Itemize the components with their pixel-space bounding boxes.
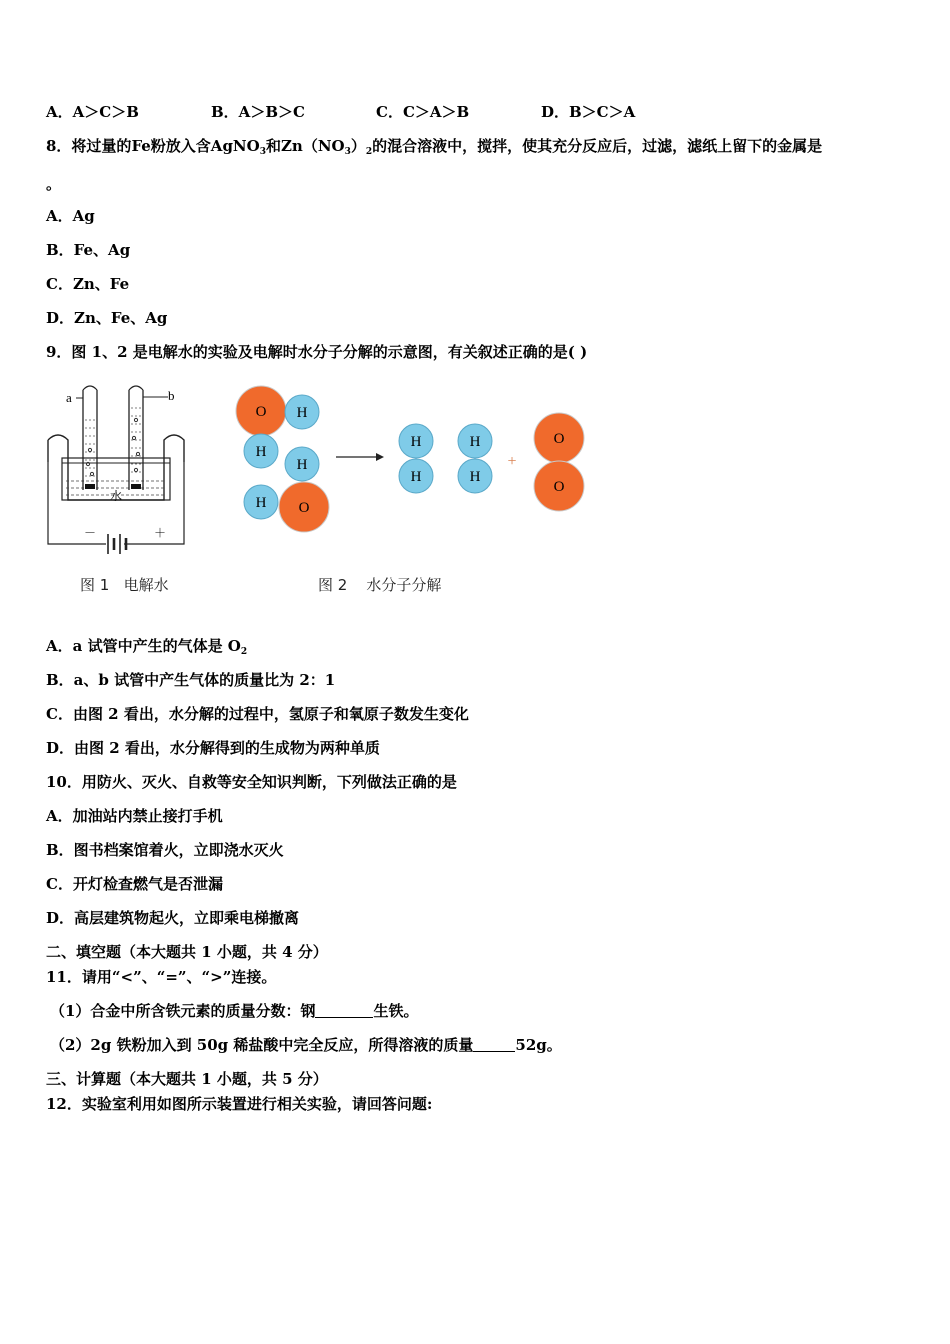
q9-option-d: D．由图 2 看出，水分解得到的生成物为两种单质 (46, 739, 380, 757)
q8-subscript: 3 (259, 147, 266, 157)
q11-part2-tail: 52g。 (515, 1036, 562, 1054)
q11-part1-tail: 生铁。 (373, 1002, 419, 1020)
negative-terminal-label: － (84, 526, 97, 540)
q9-option-a-subscript: 2 (240, 647, 248, 657)
q10-option-a: A．加油站内禁止接打手机 (46, 807, 223, 825)
tube-a-label: a (66, 390, 72, 405)
q9-stem: 9．图 1、2 是电解水的实验及电解时水分子分解的示意图，有关叙述正确的是( ) (46, 343, 588, 361)
atom-o: O (553, 479, 565, 495)
q9-option-c: C．由图 2 看出，水分解的过程中，氢原子和氧原子数发生变化 (46, 705, 469, 723)
q11-part1-blank[interactable] (315, 1003, 373, 1018)
q11-part1 (50, 1001, 418, 1021)
q10-stem: 10．用防火、灭火、自救等安全知识判断，下列做法正确的是 (46, 773, 457, 791)
figure2-title: 水分子分解 (366, 576, 442, 594)
q7-option-b: B．A＞B＞C (211, 103, 305, 121)
water-decomposition-figure (230, 380, 600, 540)
q11-part2-blank[interactable] (473, 1037, 515, 1052)
q8-stem-tail: 。 (46, 175, 62, 193)
figure1-caption (80, 574, 169, 595)
section2-heading: 二、填空题（本大题共 1 小题，共 4 分） (46, 943, 328, 961)
q7-options (46, 102, 706, 122)
atom-o: O (298, 500, 310, 516)
positive-terminal-label: ＋ (154, 526, 167, 540)
q9-option-b: B．a、b 试管中产生气体的质量比为 2：1 (46, 671, 336, 689)
q7-option-d: D．B＞C＞A (541, 103, 636, 121)
q8-option-c: C．Zn、Fe (46, 275, 130, 293)
q8-stem-part: 和Zn（NO (265, 137, 345, 155)
q8-subscript: 3 (344, 147, 351, 157)
q8-stem (46, 136, 822, 162)
q7-option-c: C．C＞A＞B (376, 103, 470, 121)
atom-h: H (469, 469, 481, 485)
q8-stem-part: ） (350, 137, 366, 155)
q10-option-d: D．高层建筑物起火，立即乘电梯撤离 (46, 909, 300, 927)
figure2-caption (318, 574, 441, 595)
q11-stem: 11．请用“<”、“=”、“>”连接。 (46, 968, 277, 986)
q8-stem-part: 8．将过量的Fe粉放入含AgNO (46, 137, 260, 155)
electrolysis-apparatus-figure (40, 380, 210, 560)
q11-part2-text: （2）2g 铁粉加入到 50g 稀盐酸中完全反应，所得溶液的质量 (50, 1036, 474, 1054)
q10-option-b: B．图书档案馆着火，立即浇水灭火 (46, 841, 284, 859)
atom-h: H (296, 457, 308, 473)
atom-h: H (410, 469, 422, 485)
q9-option-a-text: A．a 试管中产生的气体是 O (46, 637, 241, 655)
q8-subscript: 2 (365, 147, 373, 157)
plus-sign: + (507, 453, 517, 470)
section3-heading: 三、计算题（本大题共 1 小题，共 5 分） (46, 1070, 328, 1088)
q8-option-a: A．Ag (46, 207, 95, 225)
q10-option-c: C．开灯检查燃气是否泄漏 (46, 875, 223, 893)
q12-stem: 12．实验室利用如图所示装置进行相关实验，请回答问题: (46, 1095, 433, 1113)
q11-part1-text: （1）合金中所含铁元素的质量分数：钢 (50, 1002, 316, 1020)
figure1-number: 图 1 (80, 576, 110, 594)
figure1-title: 电解水 (123, 576, 169, 594)
water-label: 水 (110, 489, 123, 503)
atom-h: H (255, 444, 267, 460)
atom-h: H (410, 434, 422, 450)
atom-o: O (553, 431, 565, 447)
q8-option-b: B．Fe、Ag (46, 241, 131, 259)
atom-h: H (469, 434, 481, 450)
figure2-number: 图 2 (318, 576, 348, 594)
q11-part2 (50, 1035, 562, 1055)
q7-option-a: A．A＞C＞B (46, 103, 139, 121)
atom-o: O (255, 404, 267, 420)
q8-stem-part: 的混合溶液中，搅拌，使其充分反应后，过滤，滤纸上留下的金属是 (372, 137, 823, 155)
q8-option-d: D．Zn、Fe、Ag (46, 309, 168, 327)
tube-b-label: b (168, 388, 175, 403)
q9-option-a (46, 636, 247, 662)
atom-h: H (296, 405, 308, 421)
atom-h: H (255, 495, 267, 511)
